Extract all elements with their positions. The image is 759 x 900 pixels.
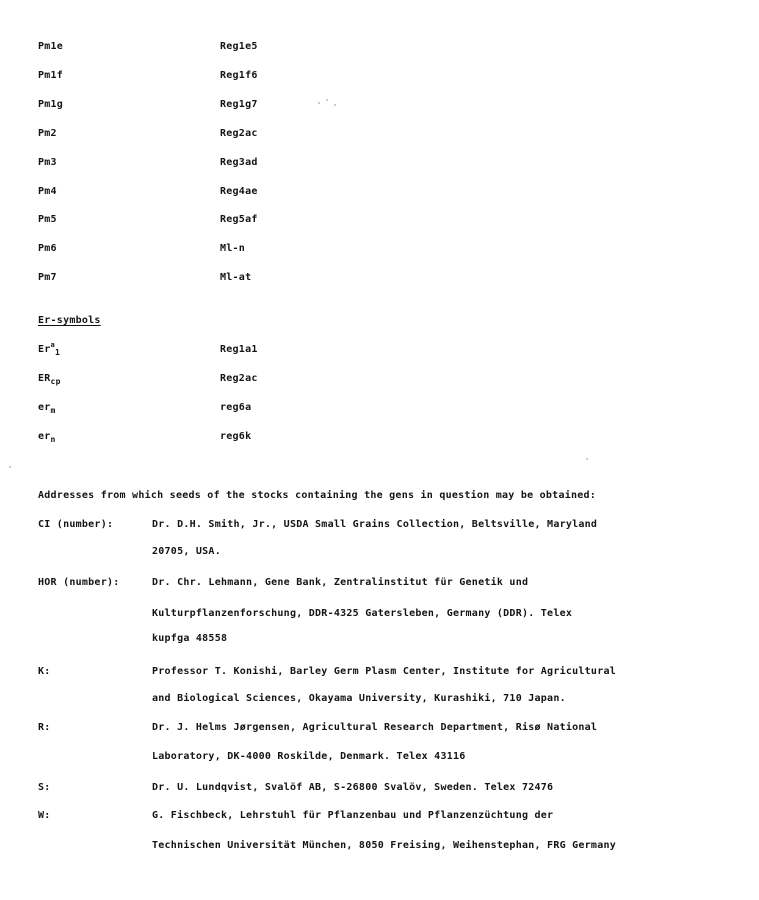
address-line: Dr. U. Lundqvist, Svalöf AB, S-26800 Svalöv, Sweden. Telex 72476 [152, 782, 554, 793]
address-code: W: [38, 810, 51, 821]
er-symbol: $Er^a_1$ [38, 341, 61, 357]
er-symbol: $er_m$ [38, 402, 56, 415]
scan-speck [9, 466, 11, 468]
reg-symbol: Reg2ac [220, 128, 258, 139]
addresses-intro: Addresses from which seeds of the stocks containing the gens in question may be obtained: [38, 490, 597, 501]
reg-symbol: Reg1f6 [220, 70, 258, 81]
reg-symbol: Reg4ae [220, 186, 258, 197]
reg-symbol: Reg2ac [220, 373, 258, 384]
reg-symbol: Reg5af [220, 214, 258, 225]
address-line: G. Fischbeck, Lehrstuhl für Pflanzenbau und Pflanzenzüchtung der [152, 810, 554, 821]
scan-speck [586, 458, 588, 460]
pm-symbol: Pm1f [38, 70, 64, 81]
er-symbol: $er_n$ [38, 431, 56, 444]
reg-symbol: reg6a [220, 402, 252, 413]
reg-symbol: Reg1g7 [220, 99, 258, 110]
scan-speck [318, 102, 320, 104]
address-code: K: [38, 666, 51, 677]
address-code: S: [38, 782, 51, 793]
reg-symbol: Reg1e5 [220, 41, 258, 52]
address-line: Technischen Universität München, 8050 Freising, Weihenstephan, FRG Germany [152, 840, 617, 851]
reg-symbol: Ml-n [220, 243, 246, 254]
address-line: Professor T. Konishi, Barley Germ Plasm Center, Institute for Agricultural [152, 666, 617, 677]
scan-speck [334, 104, 336, 106]
reg-symbol: Reg1a1 [220, 344, 258, 355]
address-code: HOR (number): [38, 577, 120, 588]
reg-symbol: Ml-at [220, 272, 252, 283]
address-line: Kulturpflanzenforschung, DDR-4325 Gatersleben, Germany (DDR). Telex [152, 608, 573, 619]
pm-symbol: Pm1g [38, 99, 64, 110]
address-code: R: [38, 722, 51, 733]
reg-symbol: Reg3ad [220, 157, 258, 168]
scan-speck [326, 99, 328, 101]
pm-symbol: Pm7 [38, 272, 57, 283]
pm-symbol: Pm4 [38, 186, 57, 197]
address-line: Dr. D.H. Smith, Jr., USDA Small Grains Collection, Beltsville, Maryland [152, 519, 598, 530]
pm-symbol: Pm2 [38, 128, 57, 139]
address-code: CI (number): [38, 519, 114, 530]
address-line: Dr. Chr. Lehmann, Gene Bank, Zentralinstitut für Genetik und [152, 577, 529, 588]
address-line: kupfga 48558 [152, 633, 228, 644]
address-line: Laboratory, DK-4000 Roskilde, Denmark. Telex 43116 [152, 751, 466, 762]
pm-symbol: Pm6 [38, 243, 57, 254]
er-symbols-heading: Er-symbols [38, 315, 101, 326]
pm-symbol: Pm3 [38, 157, 57, 168]
address-line: and Biological Sciences, Okayama University, Kurashiki, 710 Japan. [152, 693, 566, 704]
pm-symbol: Pm5 [38, 214, 57, 225]
er-symbol: $ER_{cp}$ [38, 373, 61, 386]
address-line: 20705, USA. [152, 546, 221, 557]
reg-symbol: reg6k [220, 431, 252, 442]
address-line: Dr. J. Helms Jørgensen, Agricultural Research Department, Risø National [152, 722, 598, 733]
pm-symbol: Pm1e [38, 41, 64, 52]
